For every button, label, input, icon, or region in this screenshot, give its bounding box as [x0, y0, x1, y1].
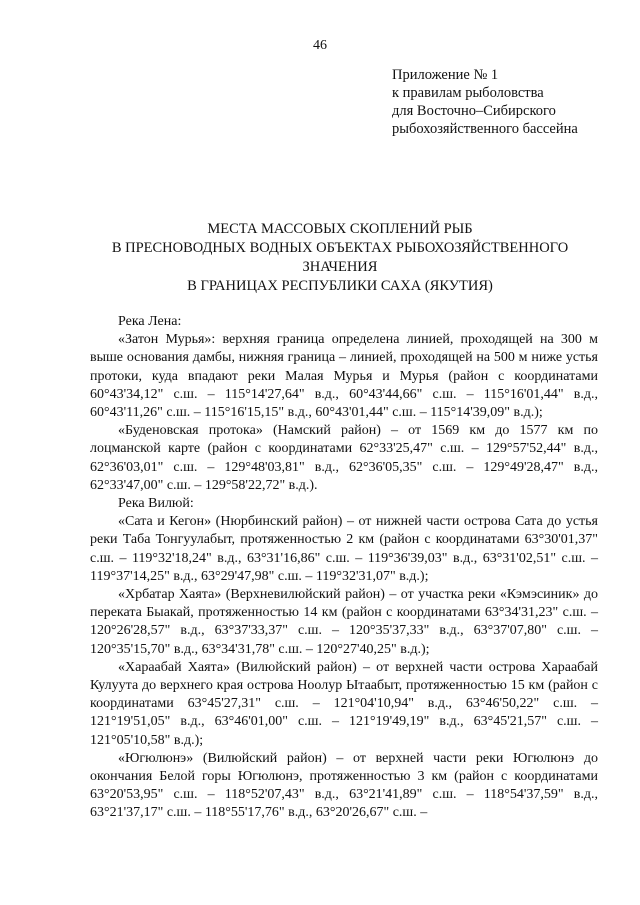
page-number: 46	[313, 38, 327, 53]
paragraph-yugyulyune: «Югюлюнэ» (Вилюйский район) – от верхней части реки Югюлюнэ до окончания Белой горы Югюлюнэ, протяженностью 3 км (район с координатами 63°20'53,95" с.ш. – 118°52'07,43" в.д., 63°21'41,89" с.ш. – 118°54'37,59" в.д., 63°21'37,17" с.ш. – 118°55'17,76" в.д., 63°20'26,67" с.ш. –	[90, 750, 598, 821]
title-line: В ГРАНИЦАХ РЕСПУБЛИКИ САХА (ЯКУТИЯ)	[187, 278, 493, 294]
appendix-line: Приложение № 1	[392, 67, 499, 83]
appendix-line: к правилам рыболовства	[392, 85, 544, 101]
appendix-line: для Восточно–Сибирского	[392, 103, 556, 119]
paragraph-budenovskaya: «Буденовская протока» (Намский район) – от 1569 км до 1577 км по лоцманской карте (район с координатами 62°33'25,47" с.ш. – 129°57'52,44" в.д., 62°36'03,01" с.ш. – 129°48'03,81" в.д., 62°36'05,35" с.ш. – 129°49'28,47" в.д., 62°33'47,00" с.ш. – 129°58'22,72" в.д.).	[90, 423, 598, 493]
appendix-block	[392, 66, 632, 138]
appendix-line: рыбохозяйственного бассейна	[392, 121, 578, 137]
paragraph-kharaabai: «Хараабай Хаята» (Вилюйский район) – от верхней части острова Хараабай Кулуута до верхнего края острова Ноолур Ытаабыт, протяженностью 15 км (район с координатами 63°45'27,31" с.ш. – 121°04'10,94" в.д., 63°46'50,22" с.ш. – 121°19'51,05" в.д., 63°46'01,00" с.ш. – 121°19'49,19" в.д., 63°45'21,57" с.ш. – 121°05'10,58" в.д.);	[90, 659, 598, 748]
paragraph-kharbatar: «Хрбатар Хаята» (Верхневилюйский район) – от участка реки «Кэмэсиник» до переката Быакай, протяженностью 14 км (район с координатами 63°34'31,23" с.ш. – 120°26'28,57" в.д., 63°37'33,37" с.ш. – 120°35'37,33" в.д., 63°37'07,80" с.ш. – 120°35'15,70" в.д., 63°34'31,78" с.ш. – 120°27'40,25" в.д.);	[90, 587, 598, 657]
river-heading-vilyuy: Река Вилюй:	[118, 496, 194, 512]
river-heading-lena: Река Лена:	[118, 314, 182, 329]
title-line: МЕСТА МАССОВЫХ СКОПЛЕНИЙ РЫБ	[207, 221, 473, 237]
paragraph-sata-kegon: «Сата и Кегон» (Нюрбинский район) – от нижней части острова Сата до устья реки Таба Тонгуулабыт, протяженностью 2 км (район с координатами 63°30'01,37" с.ш. – 119°32'18,24" в.д., 63°31'16,86" с.ш. – 119°36'39,03" в.д., 63°31'02,51" с.ш. – 119°37'14,25" в.д., 63°29'47,98" с.ш. – 119°32'31,07" в.д.);	[90, 514, 598, 584]
document-title	[70, 220, 610, 296]
title-line: ЗНАЧЕНИЯ	[302, 259, 378, 275]
title-line: В ПРЕСНОВОДНЫХ ВОДНЫХ ОБЪЕКТАХ РЫБОХОЗЯЙСТВЕННОГО	[111, 240, 569, 256]
paragraph-zaton-murya: «Затон Мурья»: верхняя граница определена линией, проходящей на 300 м выше основания дамбы, нижняя граница – линией, проходящей на 500 м ниже устья протоки, куда впадают реки Малая Мурья и Мурья (район с координатами 60°43'34,12" с.ш. – 115°14'27,64" в.д., 60°43'44,66" с.ш. – 115°16'01,44" в.д., 60°43'11,26" с.ш. – 115°16'15,15" в.д., 60°43'01,44" с.ш. – 115°14'39,09" в.д.);	[90, 332, 598, 421]
document-body	[90, 313, 598, 823]
